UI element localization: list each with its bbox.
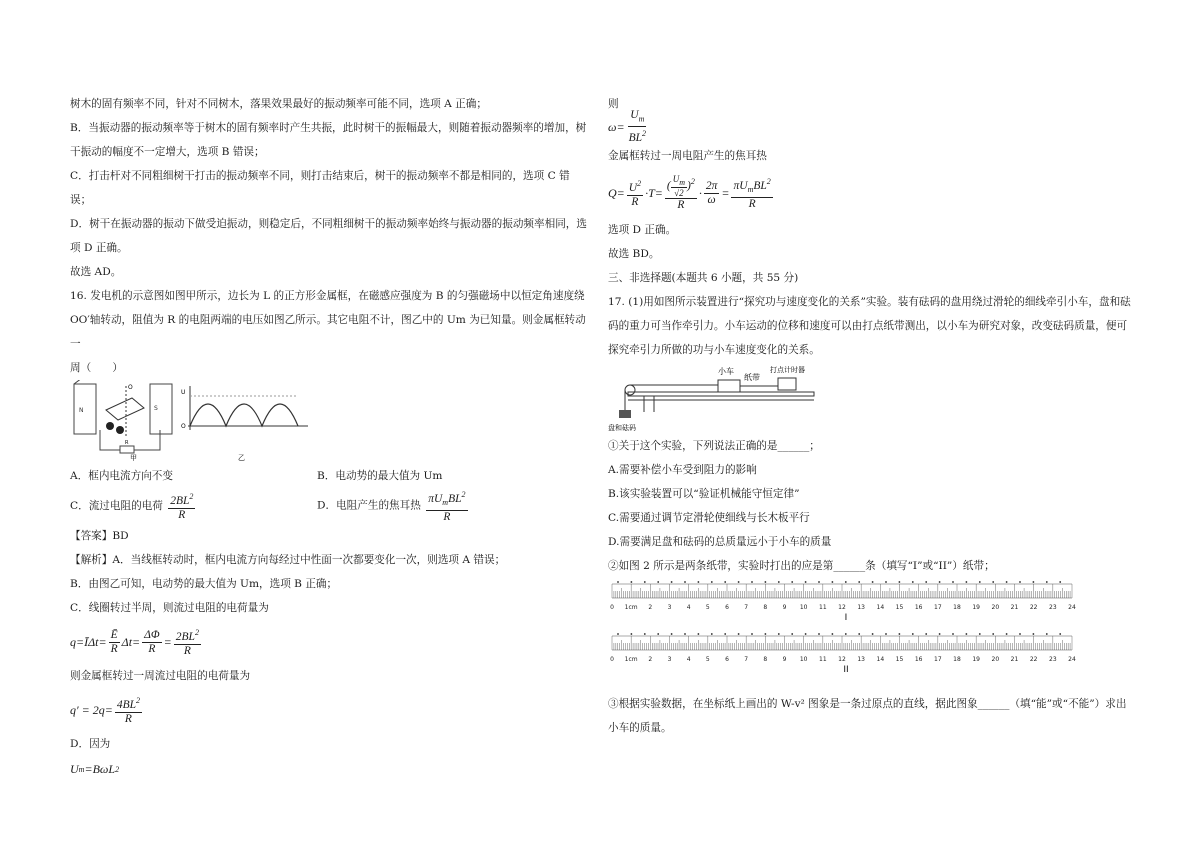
ruler-tick-label: 10 — [799, 656, 808, 663]
tape-dot — [845, 581, 847, 583]
generator-diagram — [70, 380, 320, 462]
tape-dot — [925, 633, 927, 635]
ruler-tick-label: 3 — [667, 656, 672, 663]
ruler-tick-label: 1cm — [624, 604, 638, 611]
question-16-stem: OO′轴转动，阻值为 R 的电阻两端的电压如图乙所示。其它电阻不计，图乙中的 Um 为已知量。则金属框转动一 — [70, 314, 586, 350]
analysis-line: B．由图乙可知，电动势的最大值为 Um，选项 B 正确； — [70, 578, 338, 590]
equation-charge: q = Ī Δ t = $\frac{Ē}{R}$ Δ t = $\frac{\Delta\Phi}{R}$ = $\frac{2BL^2}{R}$ — [70, 628, 199, 657]
equation-heat: Q = $\frac{U^2}{R}$ · T = ( $\frac{U_m}{√2}$ )$^2$ R · $\frac{2\pi}{\omega}$ = $\frac{\pi U_mBL^2}{R}$ — [608, 173, 771, 212]
choice-c: C.需要通过调节定滑轮使细线与长木板平行 — [608, 512, 810, 524]
text-line: D．树干在振动器的振动下做受迫振动，则稳定后，不同粗细树干的振动频率始终与振动器的振动频率相同，选 — [70, 218, 587, 230]
ruler-tick-label: 15 — [895, 604, 904, 611]
choice-b: B.该实验装置可以“验证机械能守恒定律” — [608, 488, 800, 500]
ruler-tick-label: 17 — [934, 604, 942, 611]
option-a: A．框内电流方向不变 — [70, 470, 173, 482]
ruler-tick-label: 0 — [610, 656, 614, 663]
tape-dot — [1019, 581, 1021, 583]
analysis-line: 则金属框转过一周流过电阻的电荷量为 — [70, 670, 251, 682]
tape-dot — [805, 633, 807, 635]
tape-dot — [738, 581, 740, 583]
left-column — [70, 92, 590, 782]
ruler-tick-label: 20 — [991, 604, 1000, 611]
tape-dot — [671, 581, 673, 583]
tape-dot — [832, 633, 834, 635]
equation-omega: ω = $\frac{U_m}{BL^2}$ — [608, 109, 647, 144]
option-b: B．电动势的最大值为 Um — [317, 470, 443, 482]
figure-label-yi: 乙 — [238, 454, 245, 462]
tape-dot — [617, 633, 619, 635]
tape-dot — [899, 581, 901, 583]
ruler-tick-label: 7 — [744, 656, 749, 663]
sub-question-1: ①关于这个实验，下列说法正确的是______； — [608, 440, 820, 452]
text-line: 树木的固有频率不同，针对不同树木，落果效果最好的振动频率可能不同，选项 A 正确； — [70, 98, 487, 110]
svg-text:O: O — [181, 423, 186, 430]
tape-dot — [1046, 581, 1048, 583]
ruler-tick-label: 24 — [1068, 656, 1076, 663]
label-car: 小车 — [718, 367, 734, 376]
tape-dot — [778, 581, 780, 583]
svg-text:O: O — [128, 384, 133, 391]
tape-dot — [1006, 581, 1008, 583]
question-16-stem: 周（ ） — [70, 362, 123, 374]
ruler-tick-label: 11 — [819, 656, 827, 663]
ruler-tick-label: 5 — [705, 656, 710, 663]
ruler-tick-label: 8 — [763, 604, 768, 611]
tape-dot — [939, 581, 941, 583]
tape-dot — [885, 633, 887, 635]
tape-dot — [1033, 581, 1035, 583]
ruler-label-1: I — [844, 613, 848, 623]
tape-dot — [738, 633, 740, 635]
apparatus-figure — [608, 362, 1133, 434]
tape-dot — [751, 581, 753, 583]
text-line: 故选 AD。 — [70, 266, 122, 278]
choice-a: A.需要补偿小车受到阻力的影响 — [608, 464, 757, 476]
ruler-tick-label: 8 — [763, 656, 768, 663]
text-line: 故选 BD。 — [608, 248, 660, 260]
question-17-stem: 探究牵引力所做的功与小车速度变化的关系。 — [608, 344, 820, 356]
question-17-stem: 17. (1)用如图所示装置进行“探究功与速度变化的关系”实验。装有砝码的盘用绕过滑轮的细线牵引小车，盘和砝 — [608, 296, 1131, 308]
option-d: D．电阻产生的焦耳热 $\frac{\pi U_mBL^2}{R}$ — [317, 490, 466, 523]
tape-dot — [684, 581, 686, 583]
tape-dot — [952, 581, 954, 583]
tape-dot — [751, 633, 753, 635]
options-row-1 — [70, 464, 590, 488]
analysis-line: 【解析】A．当线框转动时，框内电流方向每经过中性面一次都要变化一次，则选项 A 错误； — [70, 554, 506, 566]
tape-dot — [711, 633, 713, 635]
figure-label-jia: 甲 — [130, 454, 137, 462]
ruler-tick-label: 12 — [838, 604, 846, 611]
ruler-tick-label: 18 — [953, 656, 961, 663]
text-line: 项 D 正确。 — [70, 242, 128, 254]
tape-dot — [858, 633, 860, 635]
tape-dot — [698, 633, 700, 635]
tape-dot — [698, 581, 700, 583]
tape-dot — [791, 581, 793, 583]
analysis-line: C．线圈转过半周，则流过电阻的电荷量为 — [70, 602, 269, 614]
tape-dot — [979, 581, 981, 583]
tape-dot — [992, 581, 994, 583]
ruler-tick-label: 20 — [991, 656, 1000, 663]
tape-dot — [979, 633, 981, 635]
ruler-tick-label: 19 — [972, 656, 980, 663]
tape-dot — [631, 633, 633, 635]
tape-dot — [1059, 581, 1061, 583]
tape-dot — [778, 633, 780, 635]
ruler-tick-label: 16 — [914, 604, 923, 611]
ruler-tick-label: 2 — [648, 656, 653, 663]
ruler-tick-label: 17 — [934, 656, 942, 663]
equation-um: U m = Bω L 2 — [70, 761, 120, 776]
text-line: C．打击杆对不同粗细树干打击的振动频率不同，则打击结束后，树干的振动频率不都是相同的，选项 C 错误； — [70, 170, 570, 206]
ruler-tick-label: 18 — [953, 604, 961, 611]
svg-text:S: S — [154, 405, 158, 412]
tape-dot — [724, 581, 726, 583]
options-row-2 — [70, 488, 590, 524]
tape-dot — [832, 581, 834, 583]
tape-dot — [912, 633, 914, 635]
tape-dot — [724, 633, 726, 635]
option-c: C．流过电阻的电荷 $\frac{2BL^2}{R}$ — [70, 492, 194, 521]
ruler-tick-label: 19 — [972, 604, 980, 611]
tape-ruler-figure — [608, 578, 1078, 686]
ruler-tick-label: 9 — [782, 604, 787, 611]
svg-text:U: U — [181, 389, 186, 396]
tape-dot — [992, 633, 994, 635]
sub-question-3: ③根据实验数据，在坐标纸上画出的 W-v² 图象是一条过原点的直线，据此图象______（填“能”或“不能”）求出 — [608, 698, 1127, 710]
ruler-tick-label: 6 — [725, 656, 729, 663]
ruler-tick-label: 4 — [686, 656, 691, 663]
text-line: 选项 D 正确。 — [608, 224, 677, 236]
ruler-tick-label: 7 — [744, 604, 749, 611]
tape-dot — [939, 633, 941, 635]
tape-dot — [631, 581, 633, 583]
ruler-tick-label: 4 — [686, 604, 691, 611]
ruler-tick-label: 23 — [1049, 604, 1057, 611]
tape-dot — [617, 581, 619, 583]
tape-dot — [1006, 633, 1008, 635]
ruler-tick-label: 21 — [1010, 656, 1019, 663]
tape-dot — [899, 633, 901, 635]
answer: 【答案】BD — [70, 530, 129, 542]
ruler-tick-label: 13 — [857, 604, 865, 611]
right-column — [608, 92, 1133, 740]
tape-dot — [1059, 633, 1061, 635]
tape-rulers — [608, 578, 1133, 686]
ruler-tick-label: 13 — [857, 656, 865, 663]
tape-dot — [858, 581, 860, 583]
ruler-tick-label: 6 — [725, 604, 729, 611]
ruler-tick-label: 14 — [876, 604, 885, 611]
ruler-tick-label: 9 — [782, 656, 787, 663]
ruler-tick-label: 10 — [799, 604, 808, 611]
text-line: 干振动的幅度不一定增大，选项 B 错误； — [70, 146, 265, 158]
equation-charge-full: q ′ = 2 q = $\frac{4BL^2}{R}$ — [70, 696, 141, 725]
tape-dot — [912, 581, 914, 583]
ruler-tick-label: 2 — [648, 604, 653, 611]
ruler-tick-label: 0 — [610, 604, 614, 611]
text-line: 金属框转过一周电阻产生的焦耳热 — [608, 150, 767, 162]
choice-d: D.需要满足盘和砝码的总质量远小于小车的质量 — [608, 536, 832, 548]
ruler-tick-label: 22 — [1029, 656, 1038, 663]
sub-question-3-cont: 小车的质量。 — [608, 722, 672, 734]
tape-dot — [671, 633, 673, 635]
text-line: 则 — [608, 98, 619, 110]
tape-dot — [644, 581, 646, 583]
tape-dot — [805, 581, 807, 583]
tape-dot — [765, 581, 767, 583]
label-weight: 盘和砝码 — [608, 424, 636, 432]
tape-dot — [644, 633, 646, 635]
tape-dot — [1033, 633, 1035, 635]
tape-dot — [845, 633, 847, 635]
ruler-tick-label: 5 — [705, 604, 710, 611]
tape-dot — [657, 633, 659, 635]
ruler-tick-label: 3 — [667, 604, 672, 611]
ruler-tick-label: 1cm — [624, 656, 638, 663]
analysis-line: D．因为 — [70, 738, 111, 750]
ruler-label-2: II — [843, 665, 849, 675]
question-17-stem: 码的重力可当作牵引力。小车运动的位移和速度可以由打点纸带测出，以小车为研究对象，改变砝码质量，便可 — [608, 320, 1128, 332]
tape-dot — [657, 581, 659, 583]
tape-dot — [818, 581, 820, 583]
tape-dot — [872, 581, 874, 583]
tape-dot — [818, 633, 820, 635]
ruler-tick-label: 24 — [1068, 604, 1076, 611]
label-timer: 打点计时器 — [770, 366, 805, 374]
generator-figures — [70, 380, 590, 462]
label-tape: 纸带 — [744, 373, 760, 382]
tape-dot — [966, 633, 968, 635]
ruler-tick-label: 11 — [819, 604, 827, 611]
ruler-tick-label: 14 — [876, 656, 885, 663]
tape-dot — [1046, 633, 1048, 635]
tape-dot — [765, 633, 767, 635]
sub-question-2: ②如图 2 所示是两条纸带，实验时打出的应是第______条（填写“I”或“II”）纸带； — [608, 560, 995, 572]
ruler-tick-label: 21 — [1010, 604, 1019, 611]
tape-dot — [885, 581, 887, 583]
ruler-tick-label: 16 — [914, 656, 923, 663]
text-line: B．当振动器的振动频率等于树木的固有频率时产生共振，此时树干的振幅最大，则随着振动器频率的增加，树 — [70, 122, 587, 134]
tape-dot — [791, 633, 793, 635]
tape-dot — [966, 581, 968, 583]
tape-dot — [684, 633, 686, 635]
tape-dot — [872, 633, 874, 635]
ruler-tick-label: 22 — [1029, 604, 1038, 611]
svg-text:R: R — [125, 440, 129, 446]
tape-dot — [925, 581, 927, 583]
tape-dot — [952, 633, 954, 635]
cart-apparatus-diagram — [608, 362, 818, 434]
ruler-tick-label: 12 — [838, 656, 846, 663]
ruler-tick-label: 23 — [1049, 656, 1057, 663]
svg-text:N: N — [79, 407, 84, 414]
tape-dot — [1019, 633, 1021, 635]
section-heading: 三、非选择题(本题共 6 小题，共 55 分) — [608, 272, 799, 284]
question-16-stem: 16. 发电机的示意图如图甲所示，边长为 L 的正方形金属框，在磁感应强度为 B 的匀强磁场中以恒定角速度绕 — [70, 290, 585, 302]
ruler-tick-label: 15 — [895, 656, 904, 663]
tape-dot — [711, 581, 713, 583]
